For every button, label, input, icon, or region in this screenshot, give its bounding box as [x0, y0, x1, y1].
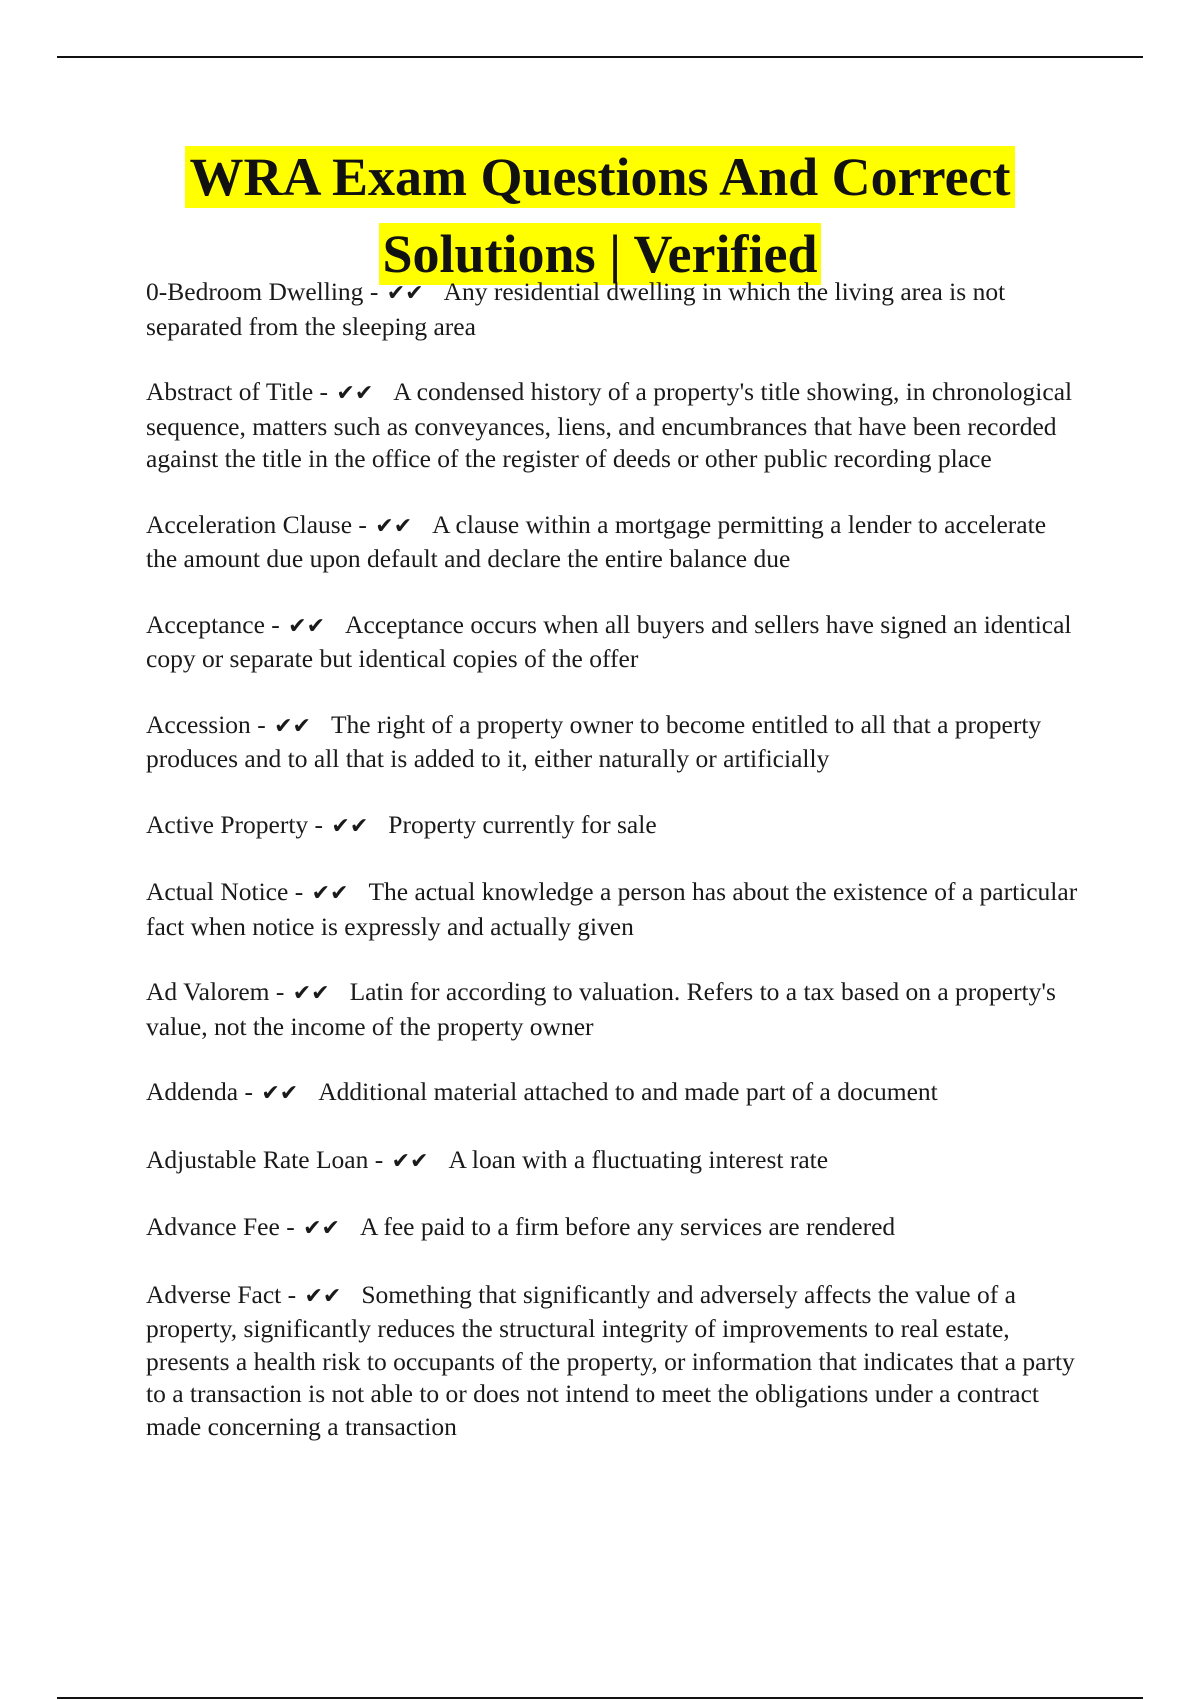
double-check-icon: ✔✔: [375, 513, 413, 539]
entry-definition: Latin for according to valuation. Refers to a tax based on a property's value, not the income of the property owner: [146, 977, 1056, 1041]
glossary-entry: [146, 709, 1081, 776]
glossary-entry: [146, 1144, 1081, 1179]
entry-term: 0-Bedroom Dwelling: [146, 277, 364, 306]
entry-definition: A clause within a mortgage permitting a lender to accelerate the amount due upon default and declare the entire balance due: [146, 509, 1047, 573]
entry-term: Abstract of Title: [146, 377, 314, 406]
entry-definition: Property currently for sale: [388, 809, 657, 839]
entry-definition: The actual knowledge a person has about the existence of a particular fact when notice is expressly and actually given: [146, 877, 1078, 941]
entry-separator: -: [313, 377, 335, 406]
entry-definition: A loan with a fluctuating interest rate: [448, 1144, 829, 1174]
double-check-icon: ✔✔: [304, 1283, 342, 1309]
entry-separator: -: [264, 609, 287, 639]
entry-definition: A fee paid to a firm before any services are rendered: [359, 1212, 896, 1241]
double-check-icon: ✔✔: [336, 381, 374, 406]
entry-separator: -: [288, 877, 310, 906]
entry-separator: -: [269, 977, 291, 1006]
glossary-entry: [146, 809, 1081, 844]
entry-separator: -: [363, 277, 385, 306]
double-check-icon: ✔✔: [261, 1081, 299, 1106]
double-check-icon: ✔✔: [311, 881, 349, 906]
glossary-entry: [146, 509, 1081, 576]
entry-term: Advance Fee: [146, 1212, 280, 1241]
entry-definition: The right of a property owner to become entitled to all that a property produces and to all that is added to it, either naturally or artificially: [146, 709, 1042, 773]
glossary-list: [146, 276, 1081, 1476]
entry-separator: -: [281, 1279, 303, 1309]
entry-separator: -: [308, 809, 330, 839]
entry-separator: -: [238, 1077, 260, 1106]
title-line-1: WRA Exam Questions And Correct: [185, 146, 1014, 208]
entry-term: Actual Notice: [146, 877, 289, 906]
top-rule: [57, 56, 1143, 58]
title-line-2: Solutions | Verified: [379, 223, 822, 285]
entry-term: Ad Valorem: [146, 977, 270, 1006]
double-check-icon: ✔✔: [331, 813, 369, 839]
entry-term: Acceptance: [146, 609, 265, 639]
entry-definition: Additional material attached to and made part of a document: [318, 1077, 938, 1106]
double-check-icon: ✔✔: [274, 713, 311, 739]
glossary-entry: [146, 1279, 1081, 1444]
double-check-icon: ✔✔: [292, 981, 330, 1006]
glossary-entry: [146, 1211, 1081, 1246]
double-check-icon: ✔✔: [391, 1148, 429, 1174]
entry-definition: Any residential dwelling in which the living area is not separated from the sleeping area: [146, 277, 1006, 341]
entry-definition: A condensed history of a property's title showing, in chronological sequence, matters such as conveyances, liens, and encumbrances that have been recorded against the title in the office of the register of deeds or other public recording place: [146, 377, 1073, 473]
entry-term: Adjustable Rate Loan: [146, 1144, 369, 1174]
glossary-entry: [146, 976, 1081, 1043]
double-check-icon: ✔✔: [288, 613, 326, 639]
entry-separator: -: [250, 709, 273, 739]
double-check-icon: ✔✔: [303, 1216, 340, 1241]
glossary-entry: [146, 876, 1081, 943]
entry-definition: Acceptance occurs when all buyers and sellers have signed an identical copy or separate but identical copies of the offer: [146, 609, 1072, 673]
entry-term: Acceleration Clause: [146, 509, 353, 539]
entry-separator: -: [352, 509, 374, 539]
entry-definition: Something that significantly and adversely affects the value of a property, significantly reduces the structural integrity of improvements to real estate, presents a health risk to occupants of the property, or information that indicates that a party to a transaction is not able to or does not intend to meet the obligations under a contract made concerning a transaction: [146, 1279, 1075, 1441]
glossary-entry: [146, 376, 1081, 476]
glossary-entry: [146, 276, 1081, 343]
entry-term: Addenda: [146, 1077, 239, 1106]
entry-term: Accession: [146, 709, 251, 739]
entry-term: Active Property: [146, 809, 309, 839]
glossary-entry: [146, 609, 1081, 676]
glossary-entry: [146, 1076, 1081, 1111]
double-check-icon: ✔✔: [386, 281, 424, 306]
entry-separator: -: [368, 1144, 390, 1174]
bottom-rule: [57, 1697, 1143, 1699]
entry-separator: -: [279, 1212, 302, 1241]
entry-term: Adverse Fact: [146, 1279, 282, 1309]
